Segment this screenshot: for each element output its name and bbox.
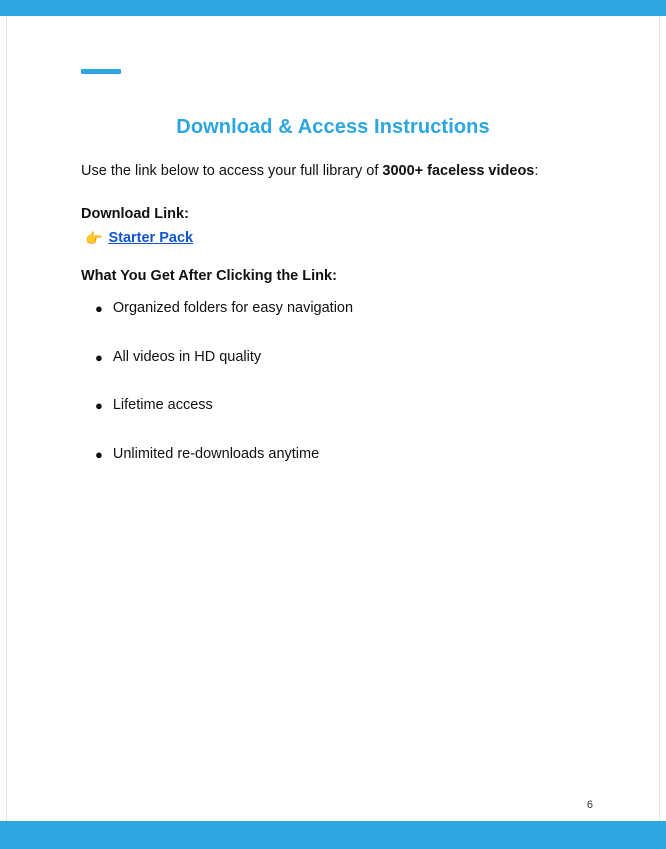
list-item: [95, 301, 619, 350]
starter-pack-link[interactable]: Starter Pack: [108, 230, 194, 246]
page-number: 6: [586, 799, 593, 811]
list-item-label: Lifetime access: [112, 397, 213, 413]
page-content: [7, 16, 659, 821]
top-accent-bar: [0, 0, 666, 16]
list-item-label: Unlimited re-downloads anytime: [112, 445, 320, 462]
list-item: [95, 350, 619, 399]
list-item: [95, 447, 619, 496]
page-left-edge: [0, 16, 7, 821]
intro-bold-text: 3000+ faceless videos: [382, 163, 535, 179]
list-item: [95, 398, 619, 447]
bullet-dot-icon: ●: [95, 349, 103, 365]
section-heading: What You Get After Clicking the Link:: [81, 268, 337, 284]
bullet-dot-icon: ●: [95, 398, 103, 413]
download-link-row[interactable]: [85, 230, 193, 246]
bullet-dot-icon: ●: [95, 446, 103, 462]
benefits-list: [95, 301, 619, 495]
pointing-hand-icon: 👉: [85, 230, 103, 246]
bottom-accent-bar: [0, 821, 666, 849]
page-right-edge: [659, 16, 666, 821]
download-link-label: Download Link:: [81, 206, 189, 222]
list-item-label: Organized folders for easy navigation: [112, 300, 354, 316]
accent-rule: [81, 69, 121, 74]
bullet-dot-icon: ●: [95, 301, 103, 316]
intro-suffix: :: [534, 163, 539, 179]
intro-prefix: Use the link below to access your full library of: [81, 163, 383, 179]
page-title: Download & Access Instructions: [176, 116, 490, 138]
list-item-label: All videos in HD quality: [112, 348, 262, 365]
intro-paragraph: [81, 161, 619, 182]
